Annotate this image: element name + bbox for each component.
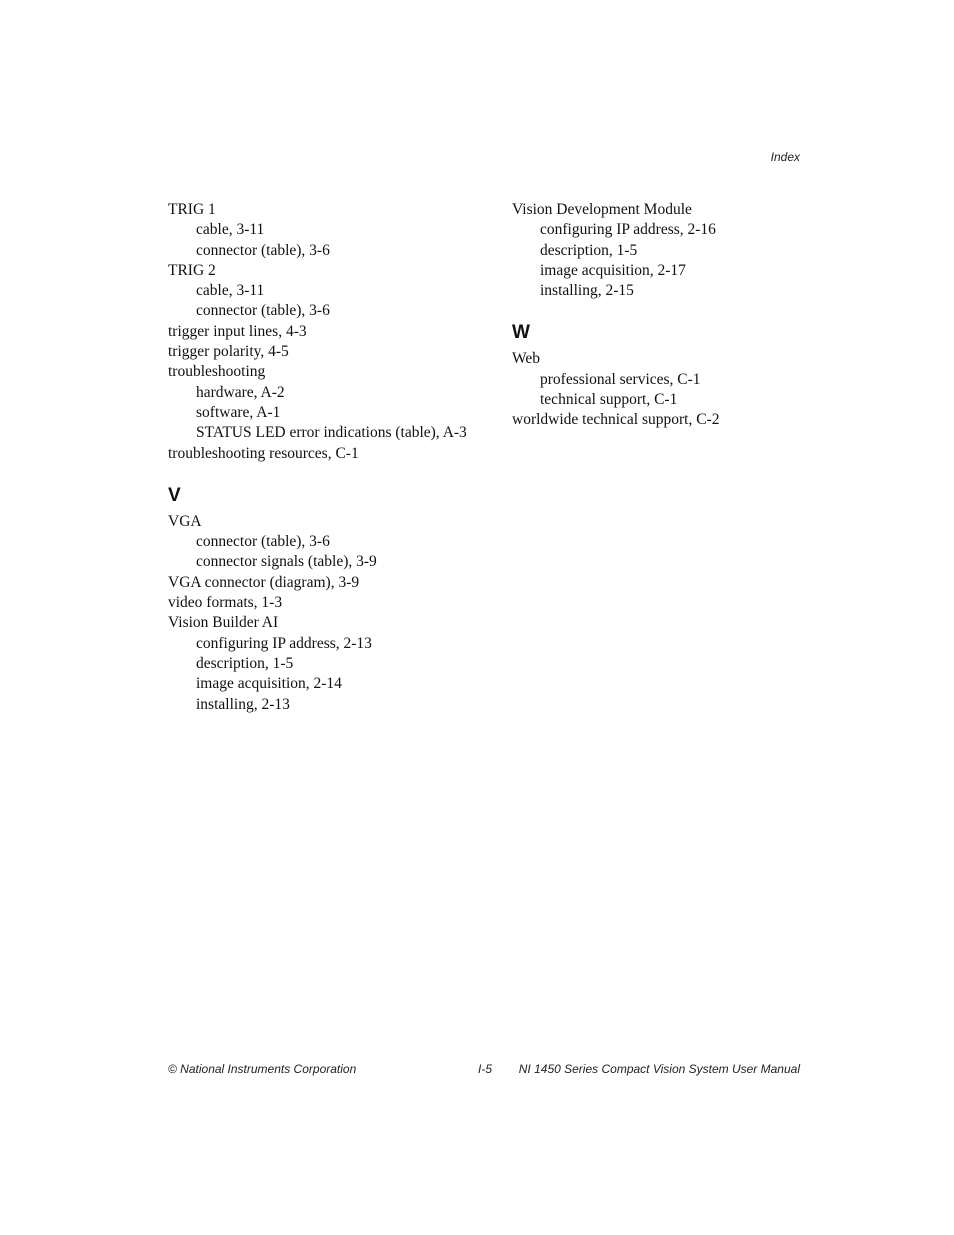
index-entry: video formats, 1-3 [168,594,283,612]
index-subentry: connector signals (table), 3-9 [196,553,377,571]
index-subentry: connector (table), 3-6 [196,241,330,259]
index-subentry: description, 1-5 [540,241,638,259]
index-subentry: image acquisition, 2-17 [540,261,686,279]
index-entry: TRIG 1 [168,201,216,218]
page-number: I-5 [478,1062,493,1076]
index-subentry: image acquisition, 2-14 [196,675,342,693]
index-subentry: configuring IP address, 2-13 [196,634,372,652]
index-entry: troubleshooting [168,363,266,381]
index-subentry: description, 1-5 [196,654,294,672]
index-entry: TRIG 2 [168,261,216,279]
index-entry: Vision Builder AI [168,614,279,632]
index-section-letter: V [168,484,181,506]
index-subentry: configuring IP address, 2-16 [540,221,716,239]
index-subentry: STATUS LED error indications (table), A-3 [196,424,467,442]
index-entry: Web [512,350,541,368]
index-column-right [512,200,812,431]
index-subentry: software, A-1 [196,403,281,421]
index-entry: VGA [168,512,202,530]
footer-copyright: © National Instruments Corporation [168,1062,357,1076]
index-subentry: technical support, C-1 [540,391,678,409]
index-entry: troubleshooting resources, C-1 [168,444,359,462]
footer-manual-title: NI 1450 Series Compact Vision System User Manual [518,1062,800,1076]
index-entry: VGA connector (diagram), 3-9 [168,573,360,591]
index-subentry: hardware, A-2 [196,383,285,401]
index-subentry: connector (table), 3-6 [196,302,330,320]
index-subentry: cable, 3-11 [196,282,265,300]
index-column-left [168,200,468,715]
index-entry: trigger input lines, 4-3 [168,322,307,340]
index-section-letter: W [512,322,530,344]
index-subentry: installing, 2-15 [540,282,634,300]
index-subentry: professional services, C-1 [540,370,701,388]
running-head: Index [770,150,800,164]
index-entry: trigger polarity, 4-5 [168,343,289,361]
index-subentry: connector (table), 3-6 [196,533,330,551]
page-footer [168,1062,800,1078]
index-entry: Vision Development Module [512,201,692,218]
index-subentry: installing, 2-13 [196,695,290,713]
index-entry: worldwide technical support, C-2 [512,411,720,429]
index-subentry: cable, 3-11 [196,221,265,239]
